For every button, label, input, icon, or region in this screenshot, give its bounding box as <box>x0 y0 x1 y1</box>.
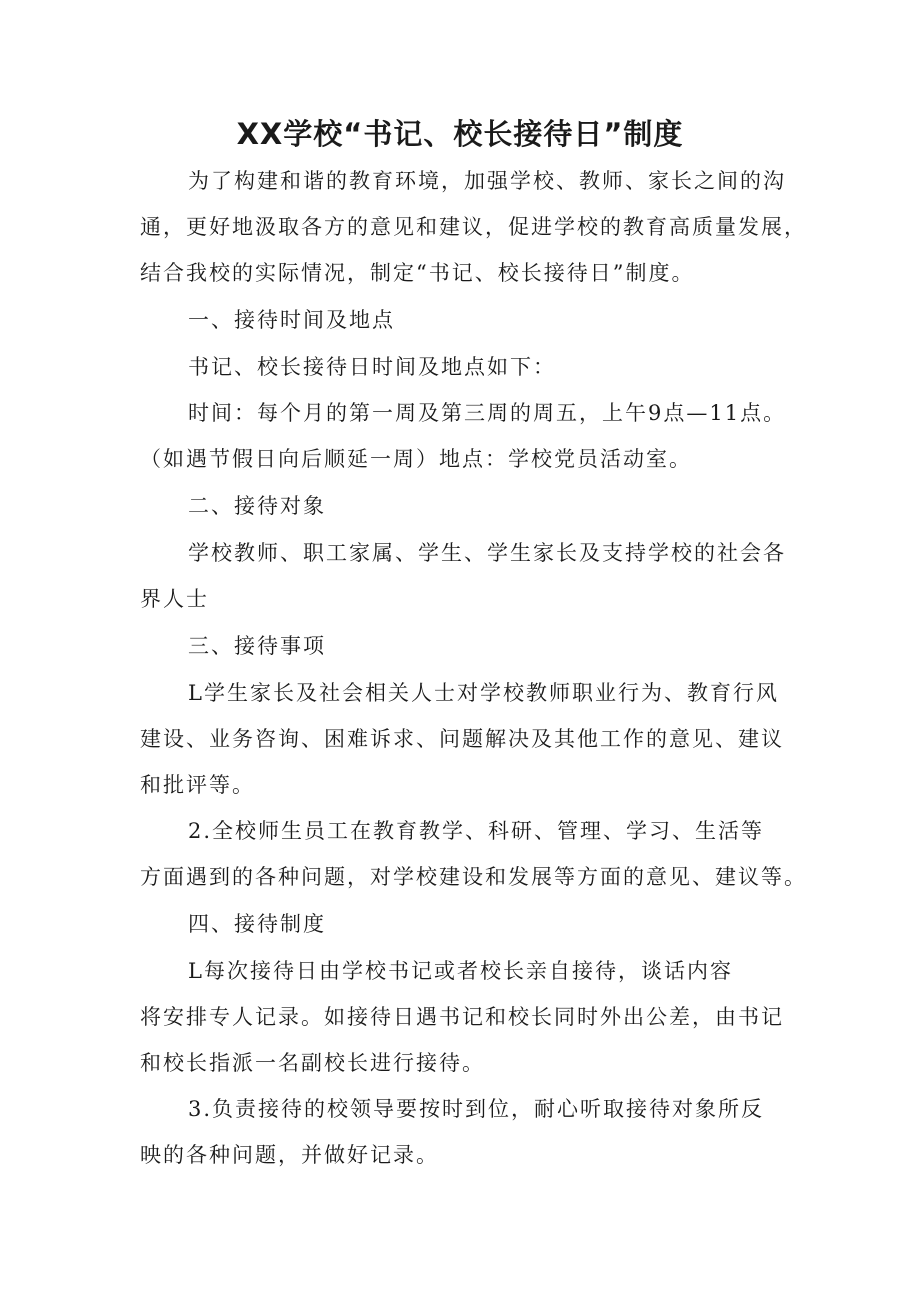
text-line: L每次接待日由学校书记或者校长亲自接待，谈话内容 <box>188 959 733 983</box>
text-line: 3.负责接待的校领导要按时到位，耐心听取接待对象所反 <box>188 1097 765 1121</box>
text-line: 和批评等。 <box>140 773 255 797</box>
paragraph <box>140 344 790 390</box>
paragraph <box>140 948 790 1086</box>
paragraph <box>140 530 790 622</box>
text-line: 学校教师、职工家属、学生、学生家长及支持学校的社会各 <box>188 541 786 565</box>
document-body <box>140 158 807 1178</box>
text-line: 方面遇到的各种问题，对学校建设和发展等方面的意见、建议等。 <box>140 865 807 889</box>
text-line: 将安排专人记录。如接待日遇书记和校长同时外出公差，由书记 <box>140 1005 784 1029</box>
document-title: XX学校“书记、校长接待日”制度 <box>236 117 684 151</box>
section-heading-time-place: 一、接待时间及地点 <box>188 308 395 332</box>
section-heading-matters: 三、接待事项 <box>188 634 326 658</box>
text-line: L学生家长及社会相关人士对学校教师职业行为、教育行风 <box>188 681 779 705</box>
paragraph <box>140 1086 790 1178</box>
text-line: 建设、业务咨询、困难诉求、问题解决及其他工作的意见、建议 <box>140 727 784 751</box>
text-line: 2.全校师生员工在教育教学、科研、管理、学习、生活等 <box>188 819 765 843</box>
text-line: 时间：每个月的第一周及第三周的周五，上午9点—11点。 <box>188 401 787 425</box>
text-line: 通，更好地汲取各方的意见和建议，促进学校的教育高质量发展， <box>140 215 807 239</box>
text-line: 映的各种问题，并做好记录。 <box>140 1143 439 1167</box>
intro-paragraph <box>140 158 807 296</box>
section-heading-audience: 二、接待对象 <box>188 494 326 518</box>
text-line: 书记、校长接待日时间及地点如下： <box>188 355 556 379</box>
text-line: 结合我校的实际情况，制定“书记、校长接待日”制度。 <box>140 261 695 285</box>
paragraph <box>140 670 790 808</box>
text-line: （如遇节假日向后顺延一周）地点：学校党员活动室。 <box>140 447 692 471</box>
paragraph <box>140 390 790 482</box>
text-line: 和校长指派一名副校长进行接待。 <box>140 1051 485 1075</box>
paragraph <box>140 808 807 900</box>
text-line: 为了构建和谐的教育环境，加强学校、教师、家长之间的沟 <box>188 169 786 193</box>
section-heading-system: 四、接待制度 <box>188 912 326 936</box>
text-line: 界人士 <box>140 587 209 611</box>
